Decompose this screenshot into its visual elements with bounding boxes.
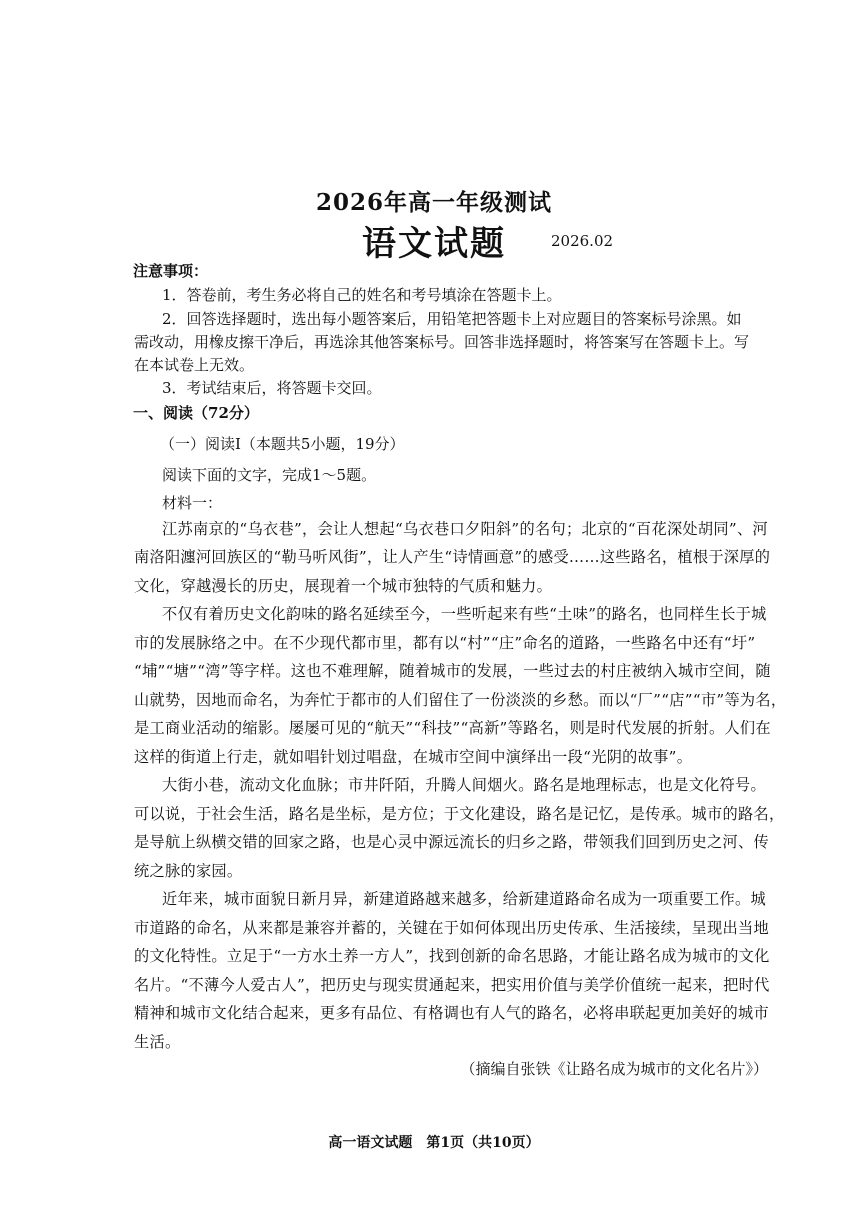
passage-line: 市的发展脉络之中。在不少现代都市里，都有以“村”“庄”命名的道路，一些路名中还有“圩”: [134, 634, 756, 652]
exam-title: 2026年高一年级测试: [315, 189, 552, 216]
passage-line: 名片。“不薄今人爱古人”，把历史与现实贯通起来，把实用价值与美学价值统一起来，把时代: [134, 976, 770, 994]
section-sub-heading: （一）阅读I（本题共5小题，19分）: [160, 435, 405, 453]
passage-line: 是导航上纵横交错的回家之路，也是心灵中源远流长的归乡之路，带领我们回到历史之河、传: [134, 833, 769, 851]
passage-line: 精神和城市文化结合起来，更多有品位、有格调也有人气的路名，必将串联起更加美好的城市: [134, 1004, 769, 1022]
passage-line: 可以说，于社会生活，路名是坐标，是方位；于文化建设，路名是记忆，是传承。城市的路名，: [134, 805, 785, 823]
exam-subject: 语文试题: [362, 224, 506, 264]
passage-line: 统之脉的家园。: [134, 862, 243, 880]
section-instruction: 阅读下面的文字，完成1～5题。: [162, 466, 377, 484]
notice-item-2-cont-2: 在本试卷上无效。: [134, 356, 255, 374]
passage-line: 是工商业活动的缩影。屡屡可见的“航天”“科技”“高新”等路名，则是时代发展的折射。人们在: [134, 719, 771, 737]
passage-line: 市道路的命名，从来都是兼容并蓄的，关键在于如何体现出历史传承、生活接续，呈现出当地: [134, 919, 769, 937]
notice-item-2-cont: 需改动，用橡皮擦干净后，再选涂其他答案标号。回答非选择题时，将答案写在答题卡上。写: [134, 333, 750, 351]
passage-line: 山就势，因地而命名，为奔忙于都市的人们留住了一份淡淡的乡愁。而以“厂”“店”“市”等为名，: [134, 691, 787, 709]
exam-date: 2026.02: [551, 232, 614, 250]
material-label: 材料一：: [162, 494, 223, 512]
passage-line: 的文化特性。立足于“一方水土养一方人”，找到创新的命名思路，才能让路名成为城市的文化: [134, 947, 770, 965]
passage-line: 南洛阳瀍河回族区的“勒马听风街”，让人产生“诗情画意”的感受……这些路名，植根于深厚的: [134, 548, 771, 566]
passage-line: 文化，穿越漫长的历史，展现着一个城市独特的气质和魅力。: [134, 577, 553, 595]
page-footer: 高一语文试题 第1页（共10页）: [328, 1135, 540, 1151]
passage-line: 江苏南京的“乌衣巷”，会让人想起“乌衣巷口夕阳斜”的名句；北京的“百花深处胡同”、河: [162, 520, 768, 538]
notice-heading: 注意事项：: [133, 262, 209, 280]
passage-line: 这样的街道上行走，就如唱针划过唱盘，在城市空间中演绎出一段“光阴的故事”。: [134, 748, 693, 766]
notice-item-1: 1．答卷前，考生务必将自己的姓名和考号填涂在答题卡上。: [162, 286, 562, 304]
passage-line: 近年来，城市面貌日新月异，新建道路越来越多，给新建道路命名成为一项重要工作。城: [162, 890, 767, 908]
passage-line: 大街小巷，流动文化血脉；市井阡陌，升腾人间烟火。路名是地理标志，也是文化符号。: [162, 776, 767, 794]
notice-item-2: 2．回答选择题时，选出每小题答案后，用铅笔把答题卡上对应题目的答案标号涂黑。如: [162, 310, 742, 328]
notice-item-3: 3．考试结束后，将答题卡交回。: [162, 379, 382, 397]
passage-line: 生活。: [134, 1033, 181, 1051]
section-heading: 一、阅读（72分）: [133, 404, 259, 422]
passage-line: 不仅有着历史文化韵味的路名延续至今，一些听起来有些“土味”的路名，也同样生长于城: [162, 605, 767, 623]
passage-source: （摘编自张铁《让路名成为城市的文化名片》）: [460, 1060, 768, 1078]
passage-line: “埔”“塘”“湾”等字样。这也不难理解，随着城市的发展，一些过去的村庄被纳入城市空间，随: [134, 662, 771, 680]
